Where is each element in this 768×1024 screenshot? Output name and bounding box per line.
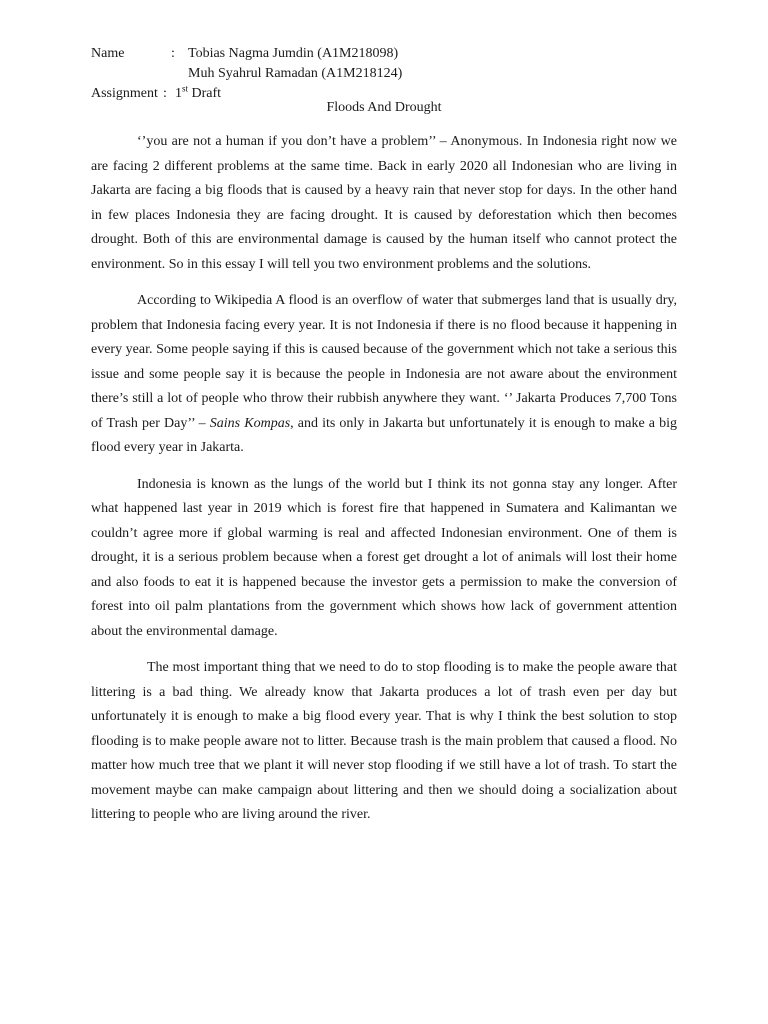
author-2: Muh Syahrul Ramadan (A1M218124) bbox=[188, 66, 403, 81]
citation-sains-kompas: Sains Kompas bbox=[209, 415, 291, 431]
document-header bbox=[91, 44, 402, 104]
name-separator: : bbox=[171, 46, 175, 61]
document-title: Floods And Drought bbox=[326, 100, 442, 115]
document-body bbox=[91, 130, 677, 840]
paragraph-4: The most important thing that we need to do to stop flooding is to make the people aware that littering is a bad thing. We already know that Jakarta produces a lot of trash even per day but unfortunately it is enough to make a big flood every year. That is why I think the best solution to stop flooding is to make people aware not to litter. Because trash is the main problem that caused a flood. No matter how much tree that we plant it will never stop flooding if we still have a lot of trash. To start the movement maybe can make campaign about littering and then we should doing a socialization about littering to people who are living around the river. bbox=[91, 660, 677, 822]
name-label: Name bbox=[91, 46, 125, 61]
paragraph-2: According to Wikipedia A flood is an overflow of water that submerges land that is usually dry, problem that Indonesia facing every year. It is not Indonesia if there is no flood because it happening in every year. Some people saying if this is caused because of the government which not take a serious this issue and some people say it is because the people in Indonesia are not aware about the environment there’s still a lot of people who throw their rubbish anywhere they want. ‘’ Jakarta Produces 7,700 Tons of Trash per Day’’ – Sains Kompas, and its only in Jakarta but unfortunately it is enough to make a big flood every year in Jakarta. bbox=[91, 293, 677, 455]
author-1: Tobias Nagma Jumdin (A1M218098) bbox=[188, 46, 399, 61]
assignment-label: Assignment bbox=[91, 86, 158, 101]
author-2-row bbox=[91, 64, 402, 84]
paragraph-1: ‘’you are not a human if you don’t have a problem’’ – Anonymous. In Indonesia right now we are facing 2 different problems at the same time. Back in early 2020 all Indonesian who are living in Jakarta are facing a big floods that is caused by a heavy rain that never stop for days. In the other hand in few places Indonesia they are facing drought. It is caused by deforestation which then becomes drought. Both of this are environmental damage is caused by the human itself who cannot protect the environment. So in this essay I will tell you two environment problems and the solutions. bbox=[91, 134, 677, 272]
assignment-value: 1st Draft bbox=[175, 83, 222, 101]
assignment-separator: : bbox=[163, 86, 167, 101]
name-row bbox=[91, 44, 402, 64]
paragraph-3: Indonesia is known as the lungs of the world but I think its not gonna stay any longer. After what happened last year in 2019 which is forest fire that happened in Sumatera and Kalimantan we couldn’t agree more if global warming is real and affected Indonesian environment. One of them is drought, it is a serious problem because when a forest get drought a lot of animals will lost their home and also foods to eat it is happened because the investor gets a permission to make the conversion of forest into oil palm plantations from the government which shows how lack of government attention about the environmental damage. bbox=[91, 476, 677, 639]
